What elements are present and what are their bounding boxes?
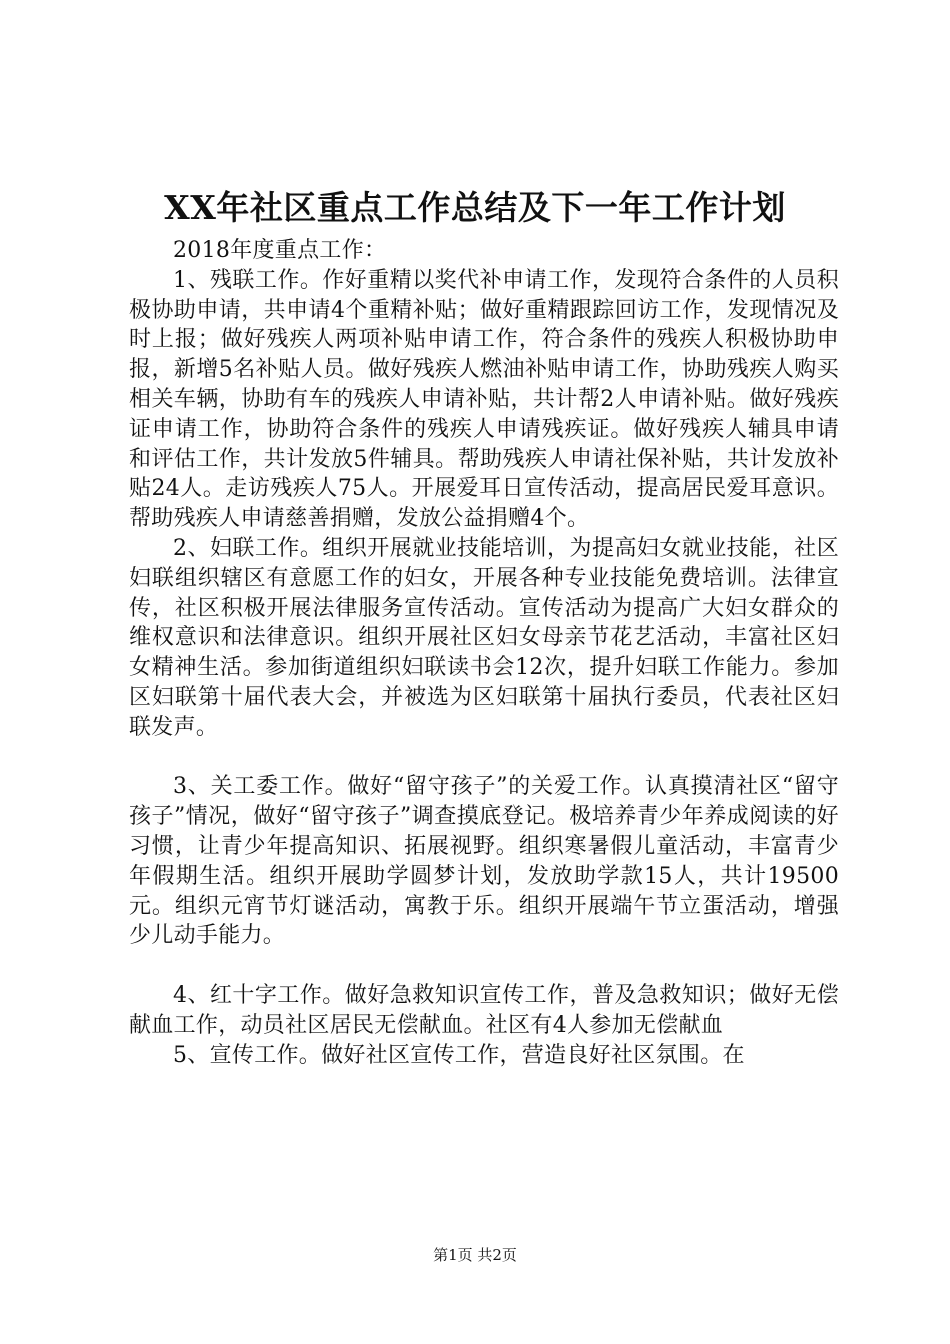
page-number-footer: 第1页 共2页 <box>433 1246 517 1264</box>
paragraph-youth-care-committee: 3、关工委工作。做好“留守孩子”的关爱工作。认真摸清社区“留守孩子”情况，做好“留守孩子”调查摸底登记。极培养青少年养成阅读的好习惯，让青少年提高知识、拓展视野。组织寒暑假儿童活动，丰富青少年假期生活。组织开展助学圆梦计划，发放助学款15人，共计19500元。组织元宵节灯谜活动，寓教于乐。组织开展端午节立蛋活动，增强少儿动手能力。 <box>129 774 839 949</box>
paragraph-womens-federation: 2、妇联工作。组织开展就业技能培训，为提高妇女就业技能，社区妇联组织辖区有意愿工作的妇女，开展各种专业技能免费培训。法律宣传，社区积极开展法律服务宣传活动。宣传活动为提高广大妇女群众的维权意识和法律意识。组织开展社区妇女母亲节花艺活动，丰富社区妇女精神生活。参加街道组织妇联读书会12次，提升妇联工作能力。参加区妇联第十届代表大会，并被选为区妇联第十届执行委员，代表社区妇联发声。 <box>129 535 839 740</box>
paragraph-disability-federation: 1、残联工作。作好重精以奖代补申请工作，发现符合条件的人员积极协助申请，共申请4个重精补贴；做好重精跟踪回访工作，发现情况及时上报；做好残疾人两项补贴申请工作，符合条件的残疾人积极协助申报，新增5名补贴人员。做好残疾人燃油补贴申请工作，协助残疾人购买相关车辆，协助有车的残疾人申请补贴，共计帮2人申请补贴。做好残疾证申请工作，协助符合条件的残疾人申请残疾证。做好残疾人辅具申请和评估工作，共计发放5件辅具。帮助残疾人申请社保补贴，共计发放补贴24人。走访残疾人75人。开展爱耳日宣传活动，提高居民爱耳意识。帮助残疾人申请慈善捐赠，发放公益捐赠4个。 <box>129 267 839 532</box>
paragraph-red-cross: 4、红十字工作。做好急救知识宣传工作，普及急救知识；做好无偿献血工作，动员社区居民无偿献血。社区有4人参加无偿献血 <box>129 982 839 1038</box>
document-body <box>129 236 839 1070</box>
paragraph-intro: 2018年度重点工作： <box>173 238 387 263</box>
paragraph-publicity: 5、宣传工作。做好社区宣传工作，营造良好社区氛围。在 <box>173 1042 745 1068</box>
document-title: XX年社区重点工作总结及下一年工作计划 <box>164 188 786 227</box>
